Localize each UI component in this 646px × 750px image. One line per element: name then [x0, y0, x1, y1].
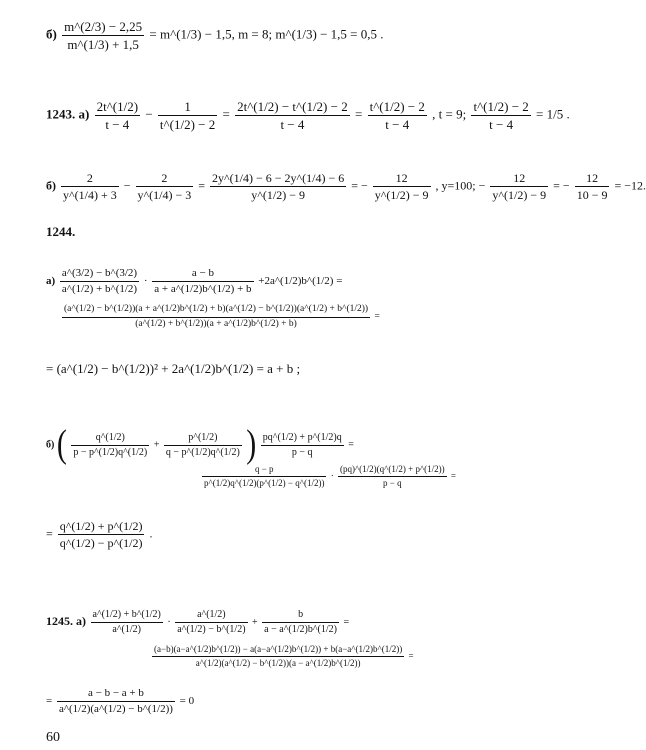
tail-equals: = — [408, 650, 414, 661]
fraction-result — [58, 520, 145, 549]
fraction-numerator: 2 — [136, 172, 194, 187]
fraction-3 — [262, 610, 339, 635]
result: = 0 — [179, 695, 195, 708]
fraction-denominator: p − p^(1/2)q^(1/2) — [73, 446, 148, 458]
fraction-numerator: 12 — [575, 172, 610, 187]
fraction-denominator: t − 4 — [385, 117, 410, 132]
fraction-1 — [95, 100, 140, 131]
fraction-denominator: q^(1/2) − p^(1/2) — [59, 536, 143, 550]
fraction-denominator: (a^(1/2) + b^(1/2))(a + a^(1/2)b^(1/2) + b) — [135, 318, 297, 329]
fraction-numerator: a^(1/2) — [175, 610, 247, 623]
fraction-numerator: 2t^(1/2) — [96, 99, 139, 114]
fraction-denominator: y^(1/4) − 3 — [137, 188, 192, 202]
fraction-denominator: 10 − 9 — [576, 188, 608, 202]
fraction-1 — [71, 433, 149, 458]
fraction-1 — [61, 172, 119, 201]
fraction-2 — [152, 268, 253, 295]
fraction-mid — [261, 433, 344, 458]
paren-open: ( — [56, 422, 67, 466]
line-1244b-result — [46, 520, 152, 549]
fraction-numerator: 2y^(1/4) − 6 − 2y^(1/4) − 6 — [212, 171, 345, 185]
exercise-heading-1244: 1244. — [46, 224, 76, 239]
fraction-4 — [373, 172, 431, 201]
tail-equals: = — [450, 470, 456, 481]
equation-rest: = m^(1/3) − 1,5, m = 8; m^(1/3) − 1,5 = 0,5 . — [149, 26, 384, 42]
fraction-denominator: t − 4 — [280, 117, 305, 132]
label-b: б) — [46, 26, 57, 42]
fraction-numerator: (a−b)(a−a^(1/2)b^(1/2)) − a(a−a^(1/2)b^(1/2)) + b(a−a^(1/2)b^(1/2)) — [152, 645, 404, 657]
line-b-m — [46, 20, 384, 51]
minus-sign: − — [145, 106, 153, 122]
fraction-numerator: q − p — [202, 465, 326, 477]
fraction-numerator: m^(2/3) − 2,25 — [64, 19, 143, 34]
fraction-numerator: (pq)^(1/2)(q^(1/2) + p^(1/2)) — [338, 465, 447, 477]
fraction-denominator: a^(1/2)(a^(1/2) − b^(1/2)) — [58, 703, 173, 715]
fraction-3 — [210, 172, 346, 201]
fraction-denominator: t − 4 — [489, 117, 514, 132]
fraction-numerator: 12 — [490, 172, 548, 187]
fraction-denominator: y^(1/2) − 9 — [251, 188, 305, 202]
tail-equals: = — [374, 312, 380, 323]
t-value: , t = 9; — [432, 106, 467, 122]
dot: · — [143, 275, 148, 288]
paren-close: ) — [246, 422, 257, 466]
fraction-denominator: p − q — [291, 446, 313, 458]
line-1244a-big-fraction — [60, 305, 380, 329]
equals-sign: = — [343, 616, 350, 628]
equals-sign: = − — [553, 178, 570, 193]
fraction-2 — [175, 610, 247, 635]
fraction-denominator: a^(1/2) + b^(1/2) — [61, 283, 138, 295]
fraction-3 — [202, 465, 326, 488]
fraction-denominator: y^(1/4) + 3 — [63, 188, 117, 202]
fraction-numerator: b — [262, 610, 339, 623]
fraction-big — [152, 645, 404, 668]
fraction-numerator: 2t^(1/2) − t^(1/2) − 2 — [237, 99, 348, 114]
fraction-big — [62, 305, 370, 329]
plus-sign: + — [153, 439, 160, 451]
label-b: б) — [46, 439, 55, 451]
y-value: , y=100; — [435, 178, 476, 193]
fraction-denominator: t^(1/2) − 2 — [159, 117, 216, 132]
result: = 1/5 . — [536, 106, 570, 122]
dot: · — [167, 616, 171, 628]
fraction-1 — [91, 610, 163, 635]
fraction-numerator: 2 — [61, 172, 119, 187]
equals-sign: = — [348, 439, 354, 451]
fraction-denominator: a − a^(1/2)b^(1/2) — [264, 624, 337, 635]
page-number: 60 — [46, 730, 60, 745]
equals-sign: = − — [351, 178, 368, 193]
fraction-numerator: pq^(1/2) + p^(1/2)q — [261, 433, 344, 446]
fraction-numerator: a − b — [152, 268, 253, 282]
fraction-1 — [60, 268, 139, 295]
fraction-m — [62, 20, 144, 51]
line-1243a — [46, 100, 570, 131]
fraction-numerator: a^(1/2) + b^(1/2) — [91, 610, 163, 623]
line-1245-result — [46, 688, 194, 715]
fraction-4 — [368, 100, 427, 131]
equals-sign: = — [354, 106, 363, 122]
fraction-numerator: q^(1/2) + p^(1/2) — [59, 519, 143, 533]
fraction-numerator: p^(1/2) — [164, 433, 242, 446]
fraction-denominator: y^(1/2) − 9 — [492, 188, 547, 202]
line-1244b-cont — [200, 465, 456, 488]
fraction-2 — [158, 100, 217, 131]
exercise-label: 1243. а) — [46, 106, 90, 122]
fraction-result — [57, 688, 175, 715]
line-1245a — [46, 610, 349, 635]
fraction-denominator: q − p^(1/2)q^(1/2) — [165, 446, 240, 458]
fraction-4 — [338, 465, 447, 488]
minus-sign: − — [123, 178, 131, 193]
fraction-denominator: p − q — [383, 478, 402, 488]
dot: · — [330, 470, 334, 481]
fraction-6 — [575, 172, 610, 201]
fraction-numerator: a^(3/2) − b^(3/2) — [60, 268, 139, 282]
line-1244b — [46, 422, 354, 466]
term: +2a^(1/2)b^(1/2) = — [258, 275, 343, 288]
plus-sign: + — [252, 616, 258, 628]
equals-sign: = — [46, 526, 53, 541]
fraction-numerator: t^(1/2) − 2 — [369, 99, 425, 114]
equals-sign: = — [198, 178, 206, 193]
fraction-denominator: t − 4 — [105, 117, 130, 132]
fraction-2 — [164, 433, 242, 458]
fraction-denominator: y^(1/2) − 9 — [374, 188, 429, 202]
fraction-numerator: a − b − a + b — [57, 688, 175, 702]
label-a: а) — [46, 275, 56, 288]
fraction-numerator: (a^(1/2) − b^(1/2))(a + a^(1/2)b^(1/2) + b)(a^(1/2) − b^(1/2))(a^(1/2) + b^(1/2)) — [62, 305, 370, 318]
fraction-numerator: t^(1/2) − 2 — [473, 99, 529, 114]
fraction-denominator: a^(1/2) − b^(1/2) — [177, 624, 246, 635]
fraction-5 — [471, 100, 530, 131]
fraction-denominator: a + a^(1/2)b^(1/2) + b — [154, 283, 252, 295]
result: = −12. — [614, 178, 646, 193]
fraction-numerator: 12 — [373, 172, 431, 187]
fraction-denominator: a^(1/2) — [112, 624, 141, 635]
fraction-3 — [235, 100, 350, 131]
fraction-denominator: m^(1/3) + 1,5 — [67, 37, 139, 52]
fraction-numerator: q^(1/2) — [71, 433, 149, 446]
equals-sign: = — [222, 106, 230, 122]
line-1243b — [46, 172, 646, 201]
label-b: б) — [46, 178, 56, 193]
fraction-5 — [490, 172, 548, 201]
fraction-numerator: 1 — [158, 100, 217, 116]
line-1245a-big-fraction — [150, 645, 414, 668]
line-1244a-result: = (a^(1/2) − b^(1/2))² + 2a^(1/2)b^(1/2) = a + b ; — [46, 361, 301, 376]
exercise-label: 1245. а) — [46, 613, 86, 628]
dot: . — [149, 526, 153, 541]
fraction-2 — [136, 172, 194, 201]
fraction-denominator: p^(1/2)q^(1/2)(p^(1/2) − q^(1/2)) — [204, 478, 325, 488]
line-1244a — [46, 268, 342, 295]
equals-sign: = — [46, 695, 53, 708]
fraction-denominator: a^(1/2)(a^(1/2) − b^(1/2))(a − a^(1/2)b^(1/2)) — [195, 658, 361, 668]
minus-sign: − — [478, 178, 486, 193]
